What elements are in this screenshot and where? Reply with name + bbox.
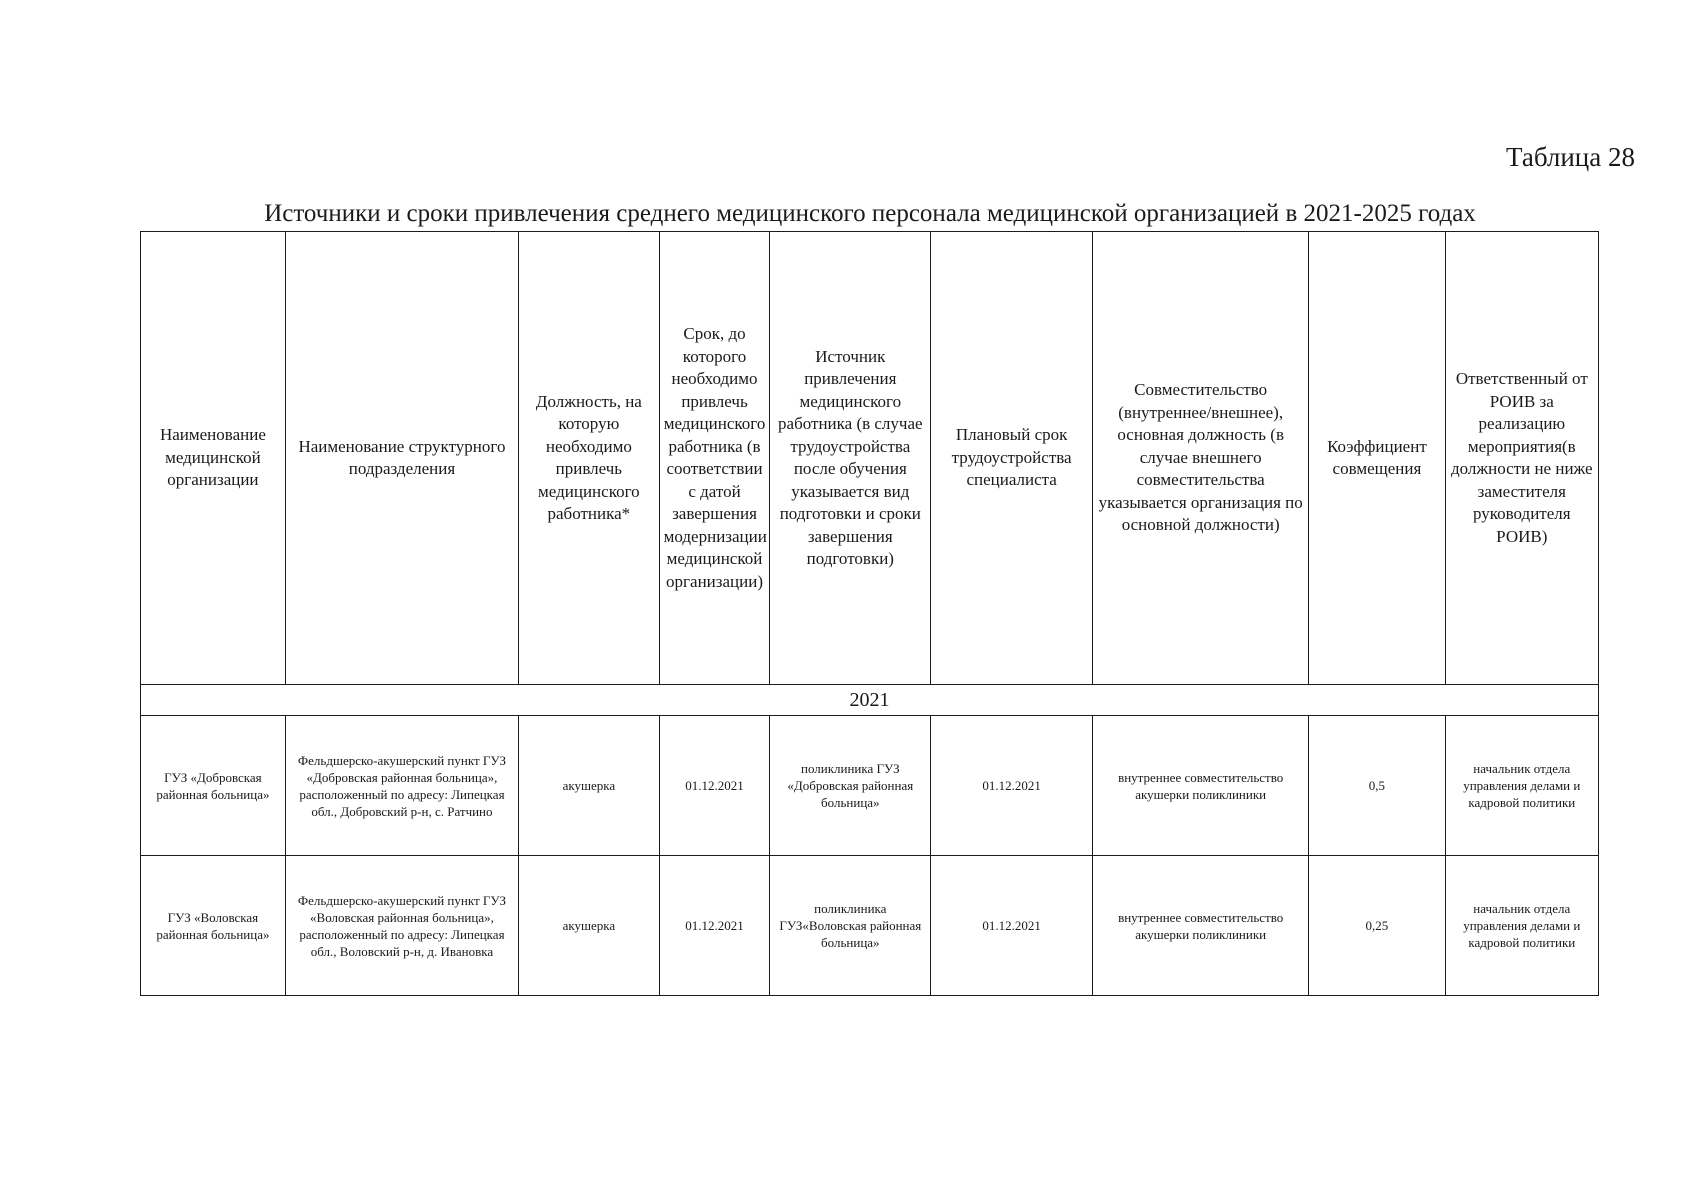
cell-subdivision: Фельдшерско-акушерский пункт ГУЗ «Добровская районная больница», расположенный по адресу: Липецкая обл., Добровский р-н, с. Ратчино [285,716,518,856]
table-row [141,856,1599,996]
table-row [141,716,1599,856]
table-number: Таблица 28 [1506,142,1635,172]
header-organization: Наименование медицинской организации [141,232,286,685]
table-header-row [141,232,1599,685]
header-subdivision: Наименование структурного подразделения [285,232,518,685]
cell-subdivision: Фельдшерско-акушерский пункт ГУЗ «Воловская районная больница», расположенный по адресу: Липецкая обл., Воловский р-н, д. Ивановка [285,856,518,996]
cell-combination: внутреннее совместительство акушерки поликлиники [1093,856,1309,996]
cell-combination: внутреннее совместительство акушерки поликлиники [1093,716,1309,856]
cell-position: акушерка [519,716,660,856]
document-title: Источники и сроки привлечения среднего медицинского персонала медицинской организацией в 2021-2025 годах [264,200,1476,227]
cell-deadline: 01.12.2021 [659,856,770,996]
year-label: 2021 [141,685,1599,716]
cell-organization: ГУЗ «Добровская районная больница» [141,716,286,856]
cell-position: акушерка [519,856,660,996]
cell-source: поликлиника ГУЗ «Добровская районная больница» [770,716,931,856]
header-combination: Совместительство (внутреннее/внешнее), основная должность (в случае внешнего совместительства указывается организация по основной должности) [1093,232,1309,685]
header-source: Источник привлечения медицинского работника (в случае трудоустройства после обучения указывается вид подготовки и сроки завершения подготовки) [770,232,931,685]
header-coefficient: Коэффициент совмещения [1309,232,1445,685]
cell-source: поликлиника ГУЗ«Воловская районная больница» [770,856,931,996]
cell-planned-date: 01.12.2021 [931,716,1093,856]
cell-responsible: начальник отдела управления делами и кадровой политики [1445,856,1598,996]
cell-planned-date: 01.12.2021 [931,856,1093,996]
header-position: Должность, на которую необходимо привлечь медицинского работника* [519,232,660,685]
cell-coefficient: 0,25 [1309,856,1445,996]
year-row [141,685,1599,716]
cell-organization: ГУЗ «Воловская районная больница» [141,856,286,996]
header-responsible: Ответственный от РОИВ за реализацию мероприятия(в должности не ниже заместителя руководителя РОИВ) [1445,232,1598,685]
header-planned-date: Плановый срок трудоустройства специалиста [931,232,1093,685]
cell-responsible: начальник отдела управления делами и кадровой политики [1445,716,1598,856]
staffing-table [140,231,1599,996]
cell-deadline: 01.12.2021 [659,716,770,856]
cell-coefficient: 0,5 [1309,716,1445,856]
header-deadline: Срок, до которого необходимо привлечь медицинского работника (в соответствии с датой завершения модернизации медицинской организации) [659,232,770,685]
